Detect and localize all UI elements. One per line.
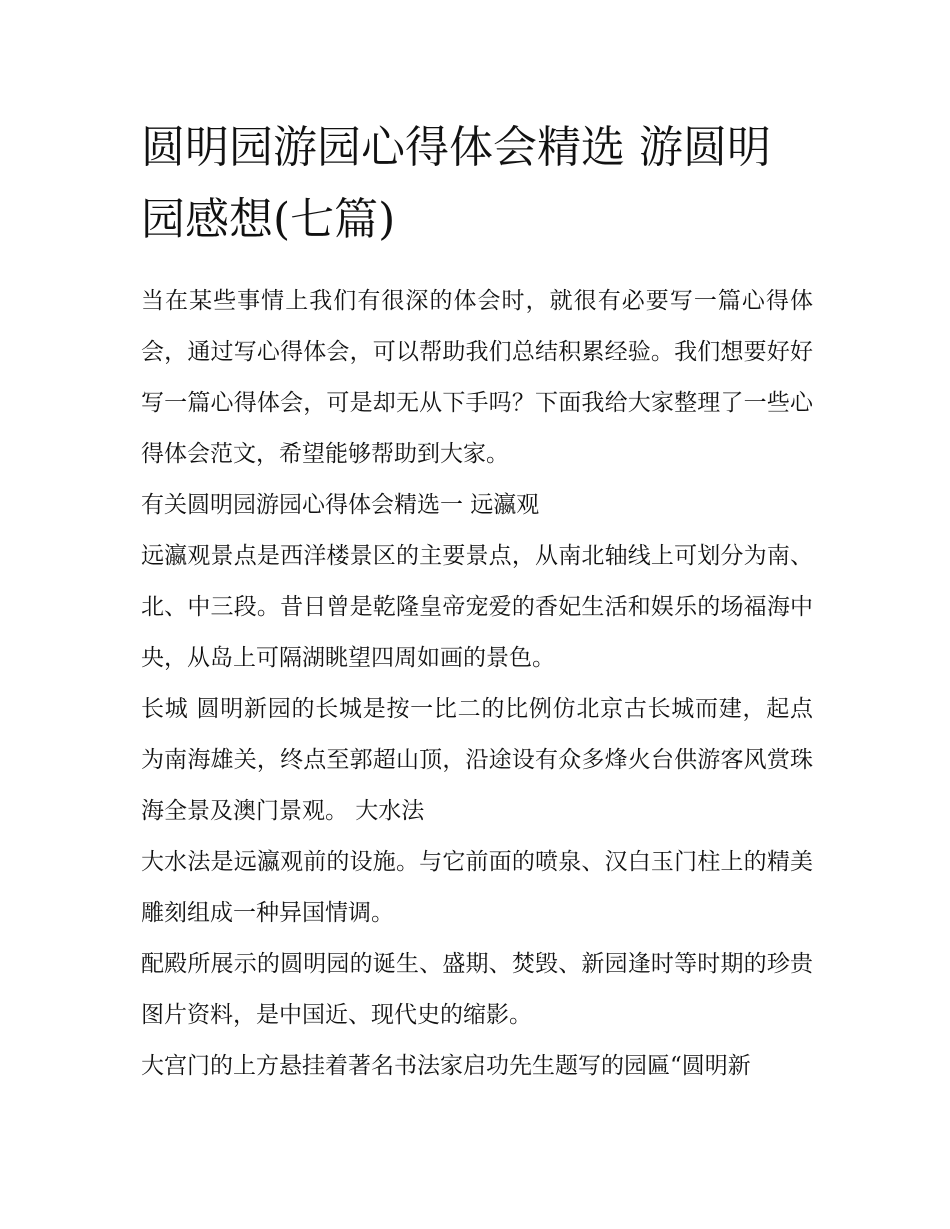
document-title: 圆明园游园心得体会精选 游圆明园感想(七篇) xyxy=(141,122,771,245)
body-paragraph: 配殿所展示的圆明园的诞生、盛期、焚毁、新园逢时等时期的珍贵图片资料，是中国近、现代史的缩影。 xyxy=(141,951,813,1028)
intro-paragraph: 当在某些事情上我们有很深的体会时，就很有必要写一篇心得体会，通过写心得体会，可以帮助我们总结积累经验。我们想要好好写一篇心得体会，可是却无从下手吗？下面我给大家整理了一些心得体会范文，希望能够帮助到大家。 xyxy=(141,288,813,467)
body-paragraph: 长城 圆明新园的长城是按一比二的比例仿北京古长城而建，起点为南海雄关，终点至郭超山顶，沿途设有众多烽火台供游客风赏珠海全景及澳门景观。 大水法 xyxy=(141,696,813,824)
document-body xyxy=(141,276,813,1092)
section-heading: 有关圆明园游园心得体会精选一 远瀛观 xyxy=(141,492,540,518)
body-paragraph: 远瀛观景点是西洋楼景区的主要景点，从南北轴线上可划分为南、北、中三段。昔日曾是乾隆皇帝宠爱的香妃生活和娱乐的场福海中央，从岛上可隔湖眺望四周如画的景色。 xyxy=(141,543,813,671)
body-paragraph: 大宫门的上方悬挂着著名书法家启功先生题写的园匾“圆明新 xyxy=(141,1053,751,1079)
body-paragraph: 大水法是远瀛观前的设施。与它前面的喷泉、汉白玉门柱上的精美雕刻组成一种异国情调。 xyxy=(141,849,813,926)
